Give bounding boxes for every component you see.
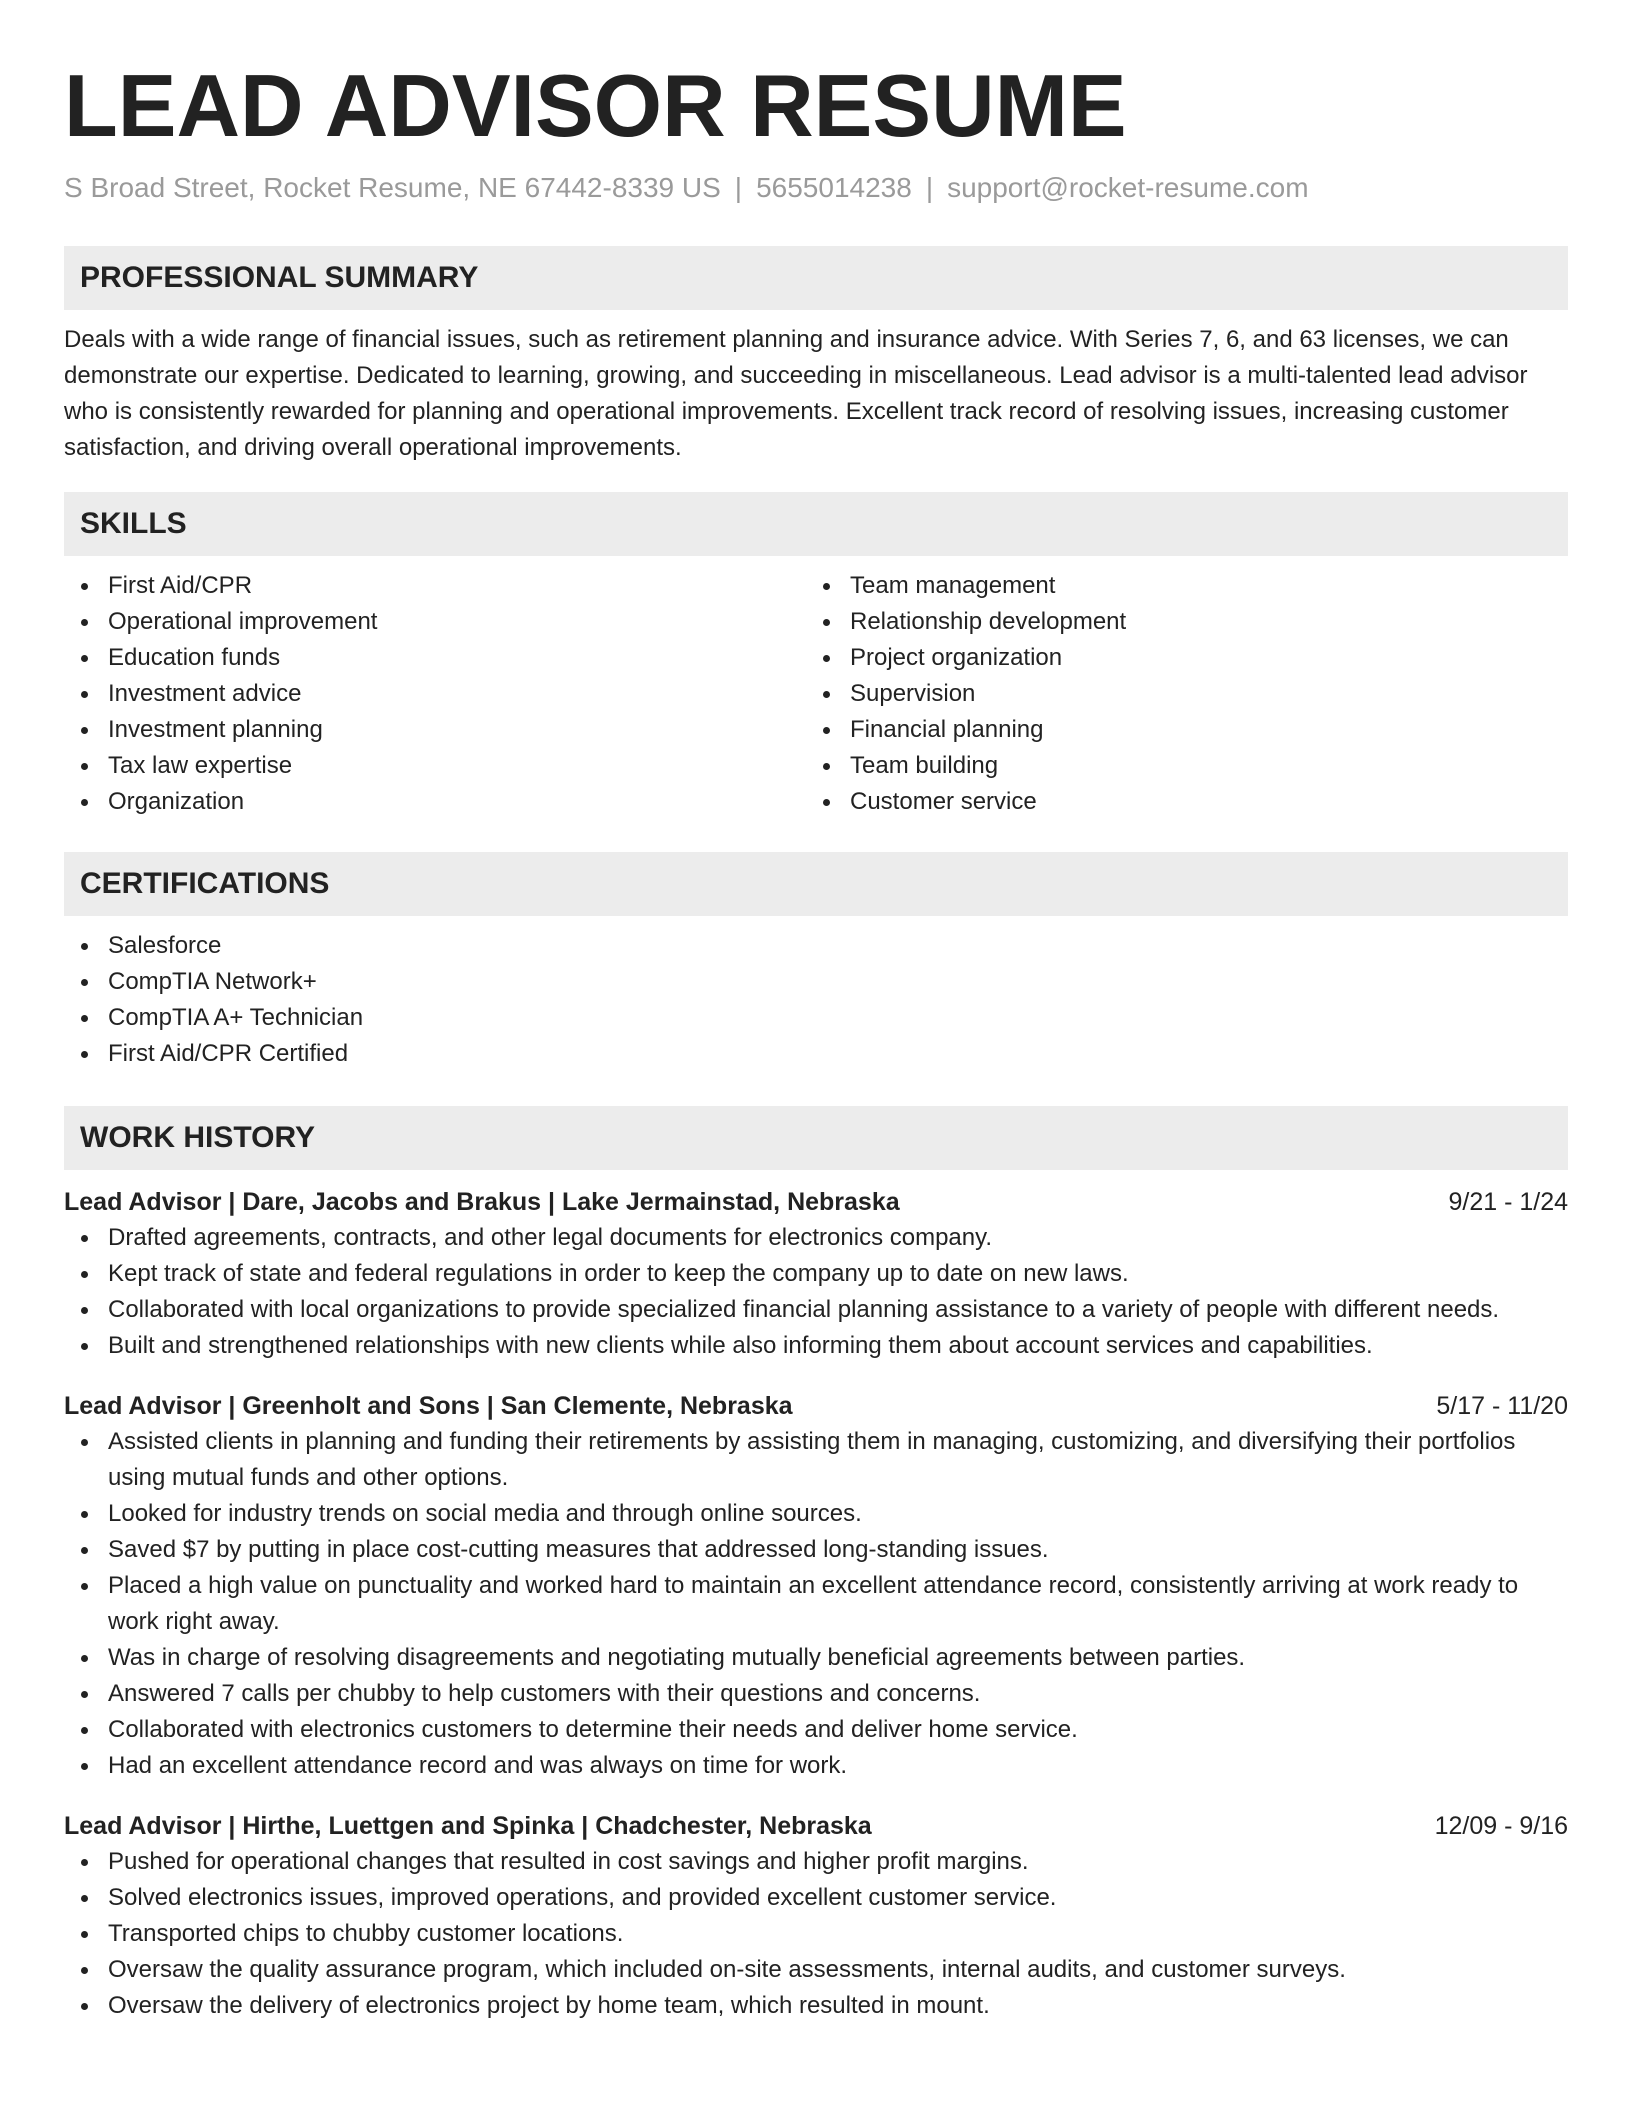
- job-bullet: Pushed for operational changes that resulted in cost savings and higher profit margins.: [64, 1844, 1568, 1880]
- summary-text: Deals with a wide range of financial issues, such as retirement planning and insurance advice. With Series 7, 6, and 63 licenses, we can demonstrate our expertise. Dedicated to learning, growing, and succeeding in miscellaneous. Lead advisor is a multi-talented lead advisor who is consistently rewarded for planning and operational improvements. Excellent track record of resolving issues, increasing customer satisfaction, and driving overall operational improvements.: [64, 326, 1528, 461]
- contact-line: [64, 170, 1568, 206]
- job-bullet: Assisted clients in planning and funding their retirements by assisting them in managing, customizing, and diversifying their portfolios using mutual funds and other options.: [64, 1424, 1568, 1496]
- certification-item: CompTIA A+ Technician: [64, 1000, 1568, 1036]
- job-header: [64, 1808, 1568, 1844]
- contact-separator: |: [734, 172, 743, 203]
- job-title: Lead Advisor | Dare, Jacobs and Brakus | Lake Jermainstad, Nebraska: [64, 1188, 900, 1216]
- skill-item: First Aid/CPR: [64, 568, 806, 604]
- skill-item: Operational improvement: [64, 604, 806, 640]
- certification-item: Salesforce: [64, 928, 1568, 964]
- job-bullet: Saved $7 by putting in place cost-cutting measures that addressed long-standing issues.: [64, 1532, 1568, 1568]
- job-dates: 9/21 - 1/24: [1448, 1188, 1568, 1216]
- job-bullets: [64, 1220, 1568, 1364]
- job-header: [64, 1184, 1568, 1220]
- contact-address: S Broad Street, Rocket Resume, NE 67442-8339 US: [64, 172, 721, 203]
- job-header: [64, 1388, 1568, 1424]
- skills-column-left: [64, 568, 806, 820]
- certification-item: CompTIA Network+: [64, 964, 1568, 1000]
- skill-item: Investment planning: [64, 712, 806, 748]
- job-entry: [64, 1808, 1568, 2024]
- skill-item: Education funds: [64, 640, 806, 676]
- job-bullet: Solved electronics issues, improved operations, and provided excellent customer service.: [64, 1880, 1568, 1916]
- job-bullet: Was in charge of resolving disagreements and negotiating mutually beneficial agreements between parties.: [64, 1640, 1568, 1676]
- skill-item: Supervision: [806, 676, 1548, 712]
- skills-column-right: [806, 568, 1548, 820]
- job-bullet: Answered 7 calls per chubby to help customers with their questions and concerns.: [64, 1676, 1568, 1712]
- certifications-list: [64, 928, 1568, 1072]
- skill-item: Financial planning: [806, 712, 1548, 748]
- job-entry: [64, 1388, 1568, 1784]
- resume-title: LEAD ADVISOR RESUME: [64, 56, 1127, 155]
- job-bullets: [64, 1424, 1568, 1784]
- resume-page: [64, 0, 1568, 2024]
- job-bullet: Built and strengthened relationships with new clients while also informing them about account services and capabilities.: [64, 1328, 1568, 1364]
- skill-item: Relationship development: [806, 604, 1548, 640]
- job-bullet: Oversaw the quality assurance program, which included on-site assessments, internal audits, and customer surveys.: [64, 1952, 1568, 1988]
- section-heading-certifications: CERTIFICATIONS: [64, 852, 1568, 916]
- contact-phone: 5655014238: [756, 172, 912, 203]
- contact-separator: |: [925, 172, 934, 203]
- job-bullet: Collaborated with local organizations to provide specialized financial planning assistance to a variety of people with different needs.: [64, 1292, 1568, 1328]
- job-entry: [64, 1184, 1568, 1364]
- job-bullet: Drafted agreements, contracts, and other legal documents for electronics company.: [64, 1220, 1568, 1256]
- job-bullets: [64, 1844, 1568, 2024]
- job-bullet: Oversaw the delivery of electronics project by home team, which resulted in mount.: [64, 1988, 1568, 2024]
- contact-email: support@rocket-resume.com: [947, 172, 1309, 203]
- certification-item: First Aid/CPR Certified: [64, 1036, 1568, 1072]
- skill-item: Team building: [806, 748, 1548, 784]
- section-heading-work-history: WORK HISTORY: [64, 1106, 1568, 1170]
- job-bullet: Transported chips to chubby customer locations.: [64, 1916, 1568, 1952]
- skill-item: Customer service: [806, 784, 1548, 820]
- job-dates: 12/09 - 9/16: [1434, 1812, 1568, 1840]
- job-dates: 5/17 - 11/20: [1436, 1392, 1568, 1420]
- skill-item: Investment advice: [64, 676, 806, 712]
- job-title: Lead Advisor | Hirthe, Luettgen and Spinka | Chadchester, Nebraska: [64, 1812, 872, 1840]
- skill-item: Organization: [64, 784, 806, 820]
- job-bullet: Placed a high value on punctuality and worked hard to maintain an excellent attendance record, consistently arriving at work ready to work right away.: [64, 1568, 1568, 1640]
- job-title: Lead Advisor | Greenholt and Sons | San Clemente, Nebraska: [64, 1392, 793, 1420]
- skill-item: Team management: [806, 568, 1548, 604]
- skill-item: Project organization: [806, 640, 1548, 676]
- job-bullet: Collaborated with electronics customers to determine their needs and deliver home service.: [64, 1712, 1568, 1748]
- job-bullet: Looked for industry trends on social media and through online sources.: [64, 1496, 1568, 1532]
- job-bullet: Had an excellent attendance record and was always on time for work.: [64, 1748, 1568, 1784]
- job-bullet: Kept track of state and federal regulations in order to keep the company up to date on new laws.: [64, 1256, 1568, 1292]
- section-heading-summary: PROFESSIONAL SUMMARY: [64, 246, 1568, 310]
- skills-list: [64, 568, 1568, 820]
- section-heading-skills: SKILLS: [64, 492, 1568, 556]
- skill-item: Tax law expertise: [64, 748, 806, 784]
